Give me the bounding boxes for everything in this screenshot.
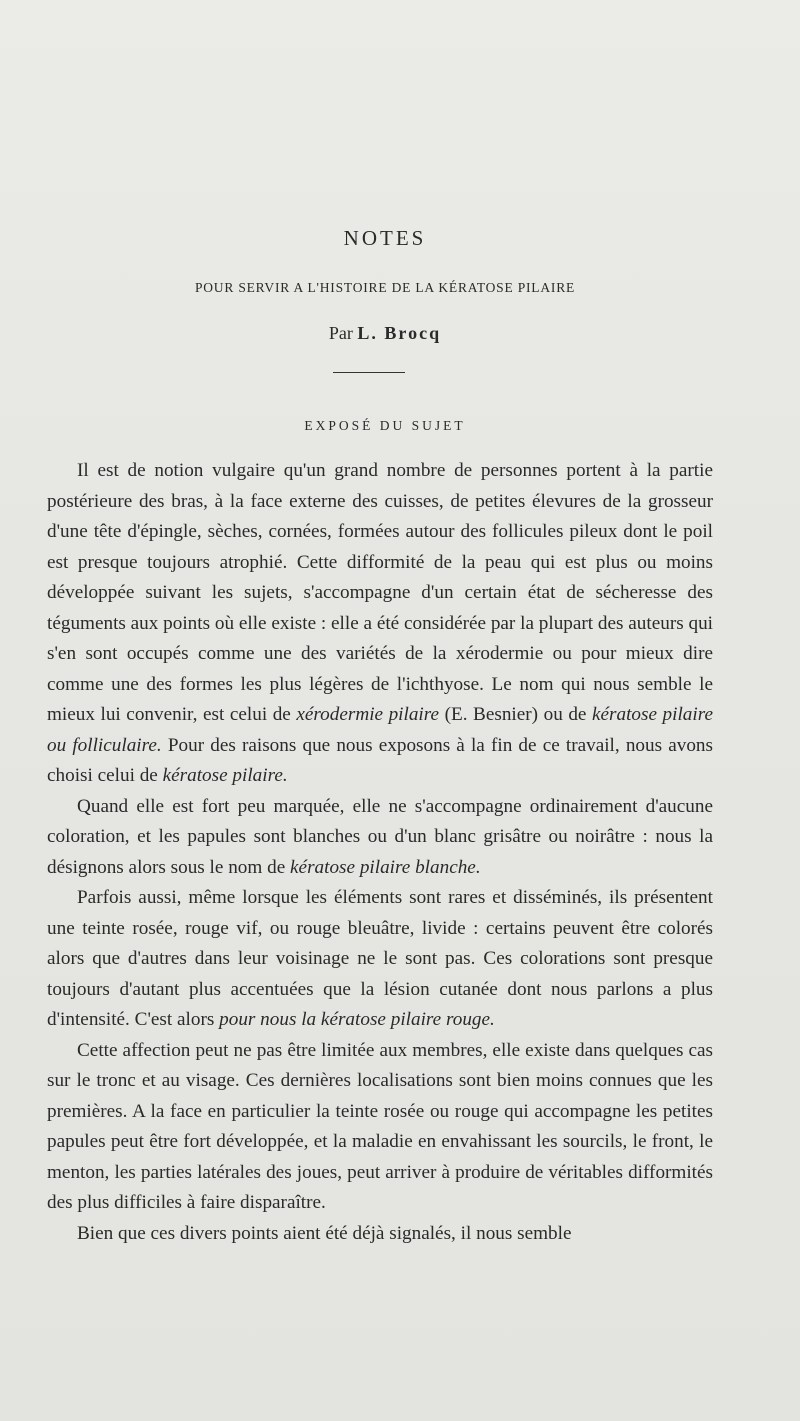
body-text xyxy=(47,456,713,1249)
italic-term: kératose pilaire. xyxy=(162,765,288,786)
paragraph-text: Cette affection peut ne pas être limitée aux membres, elle existe dans quelques cas sur le tronc et au visage. Ces dernières localisations sont bien moins connues que les premières. A la face en particulier la teinte rosée ou rouge qui accompagne les petites papules peut être fort développée, et la maladie en envahissant les sourcils, le front, le menton, les parties latérales des joues, peut arriver à produire de véritables difformités des plus difficiles à faire disparaître. xyxy=(47,1039,713,1213)
paragraph-3 xyxy=(47,883,713,1036)
italic-term: kératose pilaire blanche. xyxy=(290,856,481,878)
section-heading: EXPOSÉ DU SUJET xyxy=(304,418,466,433)
paragraph-text: Quand elle est fort peu marquée, elle ne s'accompagne ordinairement d'aucune coloration, et les papules sont blanches ou d'un blanc grisâtre ou noirâtre : nous la désignons alors sous le nom de xyxy=(47,795,713,878)
paragraph-text: Parfois aussi, même lorsque les éléments sont rares et disséminés, ils présentent une teinte rosée, rouge vif, ou rouge bleuâtre, livide : certains peuvent être colorés alors que d'autres dans leur voisinage ne le sont pas. Ces colorations sont presque toujours d'autant plus accentuées que la lésion cutanée dont nous parlons a plus d'intensité. C'est alors xyxy=(47,887,713,1030)
paragraph-text: Bien que ces divers points aient été déjà signalés, il nous semble xyxy=(77,1222,572,1244)
page-subtitle: POUR SERVIR A L'HISTOIRE DE LA KÉRATOSE PILAIRE xyxy=(194,280,576,295)
paragraph-5 xyxy=(47,1219,713,1250)
page-title: NOTES xyxy=(343,226,427,250)
paragraph-text: (E. Besnier) ou de xyxy=(439,704,592,725)
italic-term: kératose pilaire ou folliculaire. xyxy=(47,704,713,756)
paragraph-4 xyxy=(47,1036,713,1219)
author-name: L. Brocq xyxy=(357,323,442,343)
paragraph-2 xyxy=(47,792,713,884)
paragraph-text: Il est de notion vulgaire qu'un grand nombre de personnes portent à la partie postérieure des bras, à la face externe des cuisses, de petites élevures de la grosseur d'une tête d'épingle, sèches, cornées, formées autour des follicules pileux dont le poil est presque toujours atrophié. Cette difformité de la peau qui est plus ou moins développée suivant les sujets, s'accompagne d'un certain état de sécheresse des téguments aux points où elle existe : elle a été considérée par la plupart des auteurs qui s'en sont occupés comme une des variétés de la xérodermie ou pour mieux dire comme une des formes les plus légères de l'ichthyose. Le nom qui nous semble le mieux lui convenir, est celui de xyxy=(47,460,714,725)
italic-term: pour nous la kératose pilaire rouge. xyxy=(219,1009,495,1030)
italic-term: xérodermie pilaire xyxy=(296,704,440,725)
author-prefix: Par xyxy=(328,323,353,343)
title-divider xyxy=(333,372,405,373)
paragraph-1 xyxy=(47,456,713,792)
paragraph-text: Pour des raisons que nous exposons à la fin de ce travail, nous avons choisi celui de xyxy=(47,734,713,786)
author-line xyxy=(0,323,770,344)
